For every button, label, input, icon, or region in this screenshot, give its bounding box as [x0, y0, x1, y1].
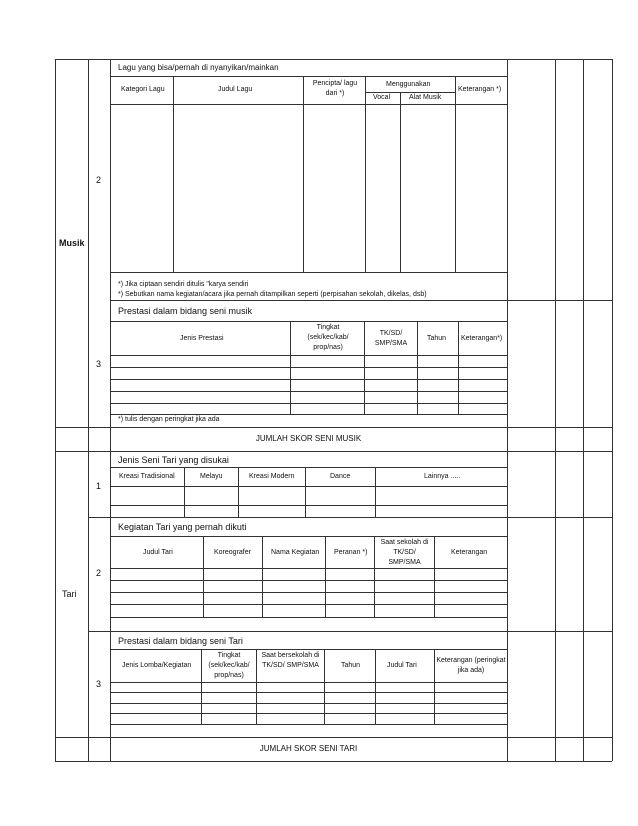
prestasi-musik-col-1 — [290, 321, 291, 414]
jenis-tari-opt-dance: Dance — [330, 473, 351, 480]
prestasi-tari-row-2 — [110, 703, 507, 704]
content-col-border — [110, 59, 111, 761]
prestasi-musik-header-bottom — [110, 355, 507, 356]
kegiatan-col-koreografer: Koreografer — [214, 549, 251, 556]
prestasi-tari-header-bottom — [110, 682, 507, 683]
lagu-col-pencipta: Pencipta/ lagu dari *) — [312, 80, 358, 97]
tari-row2-divider — [88, 631, 612, 632]
tari-row1-divider — [88, 517, 612, 518]
musik-item-2-number: 2 — [96, 175, 102, 185]
tari-item-1-number: 1 — [96, 481, 102, 491]
prestasi-tari-col-saat: Saat bersekolah di TK/SD/ SMP/SMA — [261, 652, 320, 669]
menggunakan-split — [365, 92, 455, 93]
lagu-col-judul: Judul Lagu — [218, 86, 253, 93]
jenis-tari-opt-melayu: Melayu — [200, 473, 223, 480]
jumlah-skor-musik: JUMLAH SKOR SENI MUSIK — [255, 434, 362, 443]
prestasi-tari-col-1 — [201, 649, 202, 724]
kegiatan-tari-row-1 — [110, 580, 507, 581]
prestasi-musik-row-4 — [110, 403, 507, 404]
jenis-tari-row-1 — [110, 505, 507, 506]
lagu-col-line-4 — [400, 92, 401, 272]
kegiatan-col-saat: Saat sekolah di TK/SD/ SMP/SMA — [380, 539, 429, 566]
prestasi-tari-row-4 — [110, 724, 507, 725]
score-col-border-2 — [555, 59, 556, 761]
prestasi-tari-header-top — [110, 649, 507, 650]
table-right-border — [612, 59, 613, 761]
prestasi-musik-title: Prestasi dalam bidang seni musik — [118, 306, 253, 316]
prestasi-tari-title: Prestasi dalam bidang seni Tari — [118, 636, 243, 646]
lagu-col-kategori: Kategori Lagu — [121, 86, 165, 93]
kegiatan-tari-header-top — [110, 536, 507, 537]
lagu-header-top — [110, 76, 507, 77]
musik-item-3-number: 3 — [96, 359, 102, 369]
prestasi-tari-col-tahun: Tahun — [341, 662, 361, 669]
jumlah-musik-bottom-border — [55, 451, 612, 452]
prestasi-tari-col-judul: Judul Tari — [387, 662, 417, 669]
kegiatan-tari-col-1 — [203, 536, 204, 617]
jenis-tari-title: Jenis Seni Tari yang disukai — [118, 455, 229, 465]
kegiatan-tari-row-2 — [110, 592, 507, 593]
kegiatan-tari-title: Kegiatan Tari yang pernah dikuti — [118, 522, 247, 532]
tari-item-3-number: 3 — [96, 679, 102, 689]
prestasi-musik-col-tingkat: Tingkat (sek/kec/kab/ prop/nas) — [307, 324, 349, 351]
prestasi-musik-col-keterangan: Keterangan*) — [461, 335, 503, 342]
musik-row-divider — [110, 300, 612, 301]
jenis-tari-header-bottom — [110, 486, 507, 487]
jenis-tari-opt-lainnya: Lainnya ..... — [424, 473, 461, 480]
kegiatan-tari-col-4 — [374, 536, 375, 617]
score-col-border-3 — [583, 59, 584, 761]
kegiatan-col-keterangan: Keterangan — [451, 549, 488, 556]
lagu-header-bottom — [110, 104, 507, 105]
lagu-note-2: *) Sebutkan nama kegiatan/acara jika pernah ditampilkan seperti (perpisahan sekolah, dikelas, dsb) — [118, 291, 427, 298]
prestasi-musik-col-jenis: Jenis Prestasi — [180, 335, 224, 342]
prestasi-musik-row-1 — [110, 367, 507, 368]
jenis-tari-col-4 — [375, 467, 376, 517]
prestasi-musik-col-tahun: Tahun — [427, 335, 447, 342]
prestasi-musik-col-tk: TK/SD/ SMP/SMA — [374, 330, 408, 347]
kegiatan-tari-col-5 — [434, 536, 435, 617]
prestasi-musik-col-4 — [458, 321, 459, 414]
prestasi-tari-row-3 — [110, 713, 507, 714]
kegiatan-tari-header-bottom — [110, 568, 507, 569]
jenis-tari-col-1 — [184, 467, 185, 517]
prestasi-musik-row-5 — [110, 414, 507, 415]
prestasi-tari-col-keterangan: Keterangan (peringkat jika ada) — [436, 657, 506, 674]
kegiatan-col-nama: Nama Kegiatan — [271, 549, 320, 556]
prestasi-musik-note: *) tulis dengan peringkat jika ada — [118, 416, 220, 423]
lagu-note-1: *) Jika ciptaan sendiri ditulis "karya sendiri — [118, 281, 249, 288]
prestasi-musik-col-3 — [417, 321, 418, 414]
prestasi-tari-col-4 — [375, 649, 376, 724]
table-bottom-border — [55, 761, 612, 762]
jenis-tari-opt-tradisional: Kreasi Tradisional — [119, 473, 175, 480]
score-col-border-1 — [507, 59, 508, 761]
lagu-col-line-5 — [455, 76, 456, 272]
kegiatan-col-peranan: Peranan *) — [334, 549, 368, 556]
number-col-border — [88, 59, 89, 761]
tari-bottom-border — [55, 737, 612, 738]
lagu-col-line-3 — [365, 76, 366, 272]
prestasi-tari-col-5 — [434, 649, 435, 724]
jenis-tari-header-top — [110, 467, 507, 468]
kegiatan-tari-row-3 — [110, 604, 507, 605]
prestasi-tari-col-3 — [324, 649, 325, 724]
lagu-col-vocal: Vocal — [373, 94, 391, 101]
kegiatan-col-judul: Judul Tari — [143, 549, 173, 556]
jenis-tari-opt-modern: Kreasi Modern — [249, 473, 295, 480]
prestasi-musik-row-3 — [110, 391, 507, 392]
table-left-border — [55, 59, 56, 761]
prestasi-musik-col-2 — [364, 321, 365, 414]
musik-bottom-border — [55, 427, 612, 428]
lagu-col-line-1 — [173, 76, 174, 272]
prestasi-tari-col-jenis: Jenis Lomba/Kegiatan — [122, 662, 192, 669]
kegiatan-tari-col-2 — [262, 536, 263, 617]
jumlah-skor-tari: JUMLAH SKOR SENI TARI — [259, 744, 358, 753]
prestasi-musik-header-top — [110, 321, 507, 322]
kegiatan-tari-col-3 — [325, 536, 326, 617]
kegiatan-tari-row-4 — [110, 617, 507, 618]
prestasi-tari-col-2 — [256, 649, 257, 724]
lagu-col-keterangan: Keterangan *) — [458, 86, 502, 93]
prestasi-musik-row-2 — [110, 379, 507, 380]
jenis-tari-col-3 — [305, 467, 306, 517]
lagu-col-line-2 — [303, 76, 304, 272]
tari-label: Tari — [62, 589, 77, 599]
lagu-col-alat: Alat Musik — [409, 94, 442, 101]
jenis-tari-col-2 — [238, 467, 239, 517]
lagu-col-menggunakan: Menggunakan — [386, 81, 431, 88]
musik-label: Musik — [59, 238, 85, 248]
tari-item-2-number: 2 — [96, 568, 102, 578]
prestasi-tari-col-tingkat: Tingkat (sek/kec/kab/ prop/nas) — [208, 652, 250, 679]
lagu-body-bottom — [110, 272, 507, 273]
prestasi-tari-row-1 — [110, 692, 507, 693]
lagu-title: Lagu yang bisa/pernah di nyanyikan/mainkan — [118, 63, 279, 72]
table-top-border — [55, 59, 612, 60]
